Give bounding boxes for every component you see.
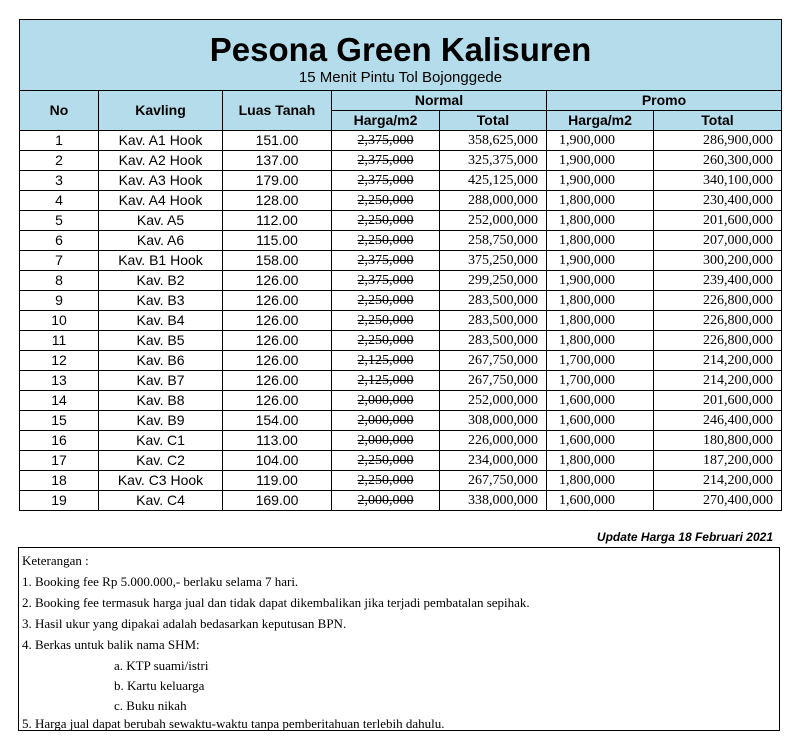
price-sheet bbox=[19, 19, 781, 511]
col-header-kavling: Kavling bbox=[99, 91, 223, 131]
table-row bbox=[20, 311, 782, 331]
cell-promo-harga: 1,800,000 bbox=[547, 211, 654, 231]
cell-normal-harga: 2,000,000 bbox=[332, 391, 440, 411]
cell-normal-total: 258,750,000 bbox=[440, 231, 547, 251]
cell-normal-total: 226,000,000 bbox=[440, 431, 547, 451]
cell-kavling: Kav. A6 bbox=[99, 231, 223, 251]
table-row bbox=[20, 291, 782, 311]
cell-kavling: Kav. B9 bbox=[99, 411, 223, 431]
cell-promo-total: 201,600,000 bbox=[654, 211, 782, 231]
cell-normal-harga: 2,250,000 bbox=[332, 451, 440, 471]
note-subline: b. Kartu keluarga bbox=[114, 678, 205, 693]
table-row bbox=[20, 231, 782, 251]
table-row bbox=[20, 151, 782, 171]
cell-normal-total: 283,500,000 bbox=[440, 331, 547, 351]
col-header-no: No bbox=[20, 91, 99, 131]
cell-kavling: Kav. C1 bbox=[99, 431, 223, 451]
table-row bbox=[20, 131, 782, 151]
cell-kavling: Kav. B1 Hook bbox=[99, 251, 223, 271]
page-subtitle: 15 Menit Pintu Tol Bojonggede bbox=[298, 69, 503, 86]
table-row bbox=[20, 171, 782, 191]
col-header-normal-harga: Harga/m2 bbox=[332, 111, 440, 131]
cell-normal-total: 338,000,000 bbox=[440, 491, 547, 511]
cell-promo-harga: 1,900,000 bbox=[547, 271, 654, 291]
cell-kavling: Kav. B6 bbox=[99, 351, 223, 371]
cell-luas-tanah: 126.00 bbox=[223, 331, 332, 351]
cell-kavling: Kav. B7 bbox=[99, 371, 223, 391]
cell-no: 9 bbox=[20, 291, 99, 311]
cell-promo-harga: 1,800,000 bbox=[547, 231, 654, 251]
cell-luas-tanah: 158.00 bbox=[223, 251, 332, 271]
col-header-promo-harga: Harga/m2 bbox=[547, 111, 654, 131]
cell-promo-total: 201,600,000 bbox=[654, 391, 782, 411]
cell-promo-harga: 1,800,000 bbox=[547, 451, 654, 471]
cell-no: 10 bbox=[20, 311, 99, 331]
cell-promo-total: 226,800,000 bbox=[654, 331, 782, 351]
cell-normal-total: 283,500,000 bbox=[440, 291, 547, 311]
cell-promo-harga: 1,900,000 bbox=[547, 251, 654, 271]
cell-normal-total: 283,500,000 bbox=[440, 311, 547, 331]
cell-normal-harga: 2,250,000 bbox=[332, 231, 440, 251]
cell-luas-tanah: 126.00 bbox=[223, 291, 332, 311]
cell-luas-tanah: 169.00 bbox=[223, 491, 332, 511]
cell-promo-total: 214,200,000 bbox=[654, 371, 782, 391]
cell-normal-harga: 2,375,000 bbox=[332, 271, 440, 291]
update-date-note: Update Harga 18 Februari 2021 bbox=[596, 530, 773, 544]
table-row bbox=[20, 491, 782, 511]
cell-kavling: Kav. A4 Hook bbox=[99, 191, 223, 211]
cell-promo-total: 246,400,000 bbox=[654, 411, 782, 431]
cell-kavling: Kav. B2 bbox=[99, 271, 223, 291]
table-row bbox=[20, 271, 782, 291]
cell-normal-total: 252,000,000 bbox=[440, 391, 547, 411]
cell-normal-harga: 2,250,000 bbox=[332, 211, 440, 231]
cell-luas-tanah: 113.00 bbox=[223, 431, 332, 451]
note-line: 1. Booking fee Rp 5.000.000,- berlaku selama 7 hari. bbox=[22, 574, 299, 589]
cell-promo-total: 300,200,000 bbox=[654, 251, 782, 271]
table-row bbox=[20, 411, 782, 431]
cell-normal-total: 308,000,000 bbox=[440, 411, 547, 431]
cell-promo-harga: 1,600,000 bbox=[547, 411, 654, 431]
cell-no: 17 bbox=[20, 451, 99, 471]
cell-normal-harga: 2,250,000 bbox=[332, 291, 440, 311]
cell-promo-total: 226,800,000 bbox=[654, 291, 782, 311]
cell-no: 5 bbox=[20, 211, 99, 231]
col-header-promo: Promo bbox=[547, 91, 782, 111]
cell-luas-tanah: 154.00 bbox=[223, 411, 332, 431]
cell-luas-tanah: 128.00 bbox=[223, 191, 332, 211]
cell-no: 7 bbox=[20, 251, 99, 271]
cell-normal-harga: 2,375,000 bbox=[332, 171, 440, 191]
cell-kavling: Kav. A5 bbox=[99, 211, 223, 231]
cell-luas-tanah: 151.00 bbox=[223, 131, 332, 151]
cell-no: 19 bbox=[20, 491, 99, 511]
cell-promo-harga: 1,900,000 bbox=[547, 131, 654, 151]
cell-kavling: Kav. C3 Hook bbox=[99, 471, 223, 491]
cell-promo-harga: 1,600,000 bbox=[547, 431, 654, 451]
cell-promo-harga: 1,800,000 bbox=[547, 311, 654, 331]
cell-no: 14 bbox=[20, 391, 99, 411]
cell-kavling: Kav. B4 bbox=[99, 311, 223, 331]
cell-no: 2 bbox=[20, 151, 99, 171]
table-row bbox=[20, 471, 782, 491]
notes-heading: Keterangan : bbox=[22, 553, 89, 568]
table-row bbox=[20, 211, 782, 231]
cell-normal-harga: 2,000,000 bbox=[332, 411, 440, 431]
table-row bbox=[20, 371, 782, 391]
cell-normal-total: 299,250,000 bbox=[440, 271, 547, 291]
note-line: 3. Hasil ukur yang dipakai adalah bedasarkan keputusan BPN. bbox=[22, 616, 347, 631]
note-subline: c. Buku nikah bbox=[114, 698, 187, 713]
cell-promo-harga: 1,800,000 bbox=[547, 291, 654, 311]
cell-promo-total: 214,200,000 bbox=[654, 471, 782, 491]
cell-normal-harga: 2,000,000 bbox=[332, 491, 440, 511]
cell-no: 1 bbox=[20, 131, 99, 151]
col-header-normal: Normal bbox=[332, 91, 547, 111]
cell-kavling: Kav. C4 bbox=[99, 491, 223, 511]
cell-kavling: Kav. A3 Hook bbox=[99, 171, 223, 191]
cell-kavling: Kav. B3 bbox=[99, 291, 223, 311]
cell-normal-total: 325,375,000 bbox=[440, 151, 547, 171]
cell-luas-tanah: 115.00 bbox=[223, 231, 332, 251]
cell-normal-total: 267,750,000 bbox=[440, 351, 547, 371]
title-banner bbox=[20, 20, 782, 91]
cell-no: 11 bbox=[20, 331, 99, 351]
cell-luas-tanah: 126.00 bbox=[223, 271, 332, 291]
cell-luas-tanah: 126.00 bbox=[223, 351, 332, 371]
cell-normal-harga: 2,375,000 bbox=[332, 251, 440, 271]
cell-normal-total: 267,750,000 bbox=[440, 371, 547, 391]
cell-promo-harga: 1,700,000 bbox=[547, 351, 654, 371]
table-row bbox=[20, 331, 782, 351]
col-header-luas-tanah: Luas Tanah bbox=[223, 91, 332, 131]
cell-no: 15 bbox=[20, 411, 99, 431]
cell-promo-total: 286,900,000 bbox=[654, 131, 782, 151]
cell-kavling: Kav. B5 bbox=[99, 331, 223, 351]
table-row bbox=[20, 351, 782, 371]
cell-promo-harga: 1,600,000 bbox=[547, 491, 654, 511]
cell-normal-harga: 2,250,000 bbox=[332, 311, 440, 331]
table-row bbox=[20, 251, 782, 271]
price-table bbox=[19, 19, 782, 511]
cell-kavling: Kav. A2 Hook bbox=[99, 151, 223, 171]
cell-luas-tanah: 119.00 bbox=[223, 471, 332, 491]
cell-promo-total: 260,300,000 bbox=[654, 151, 782, 171]
table-row bbox=[20, 451, 782, 471]
cell-luas-tanah: 126.00 bbox=[223, 371, 332, 391]
note-subline: a. KTP suami/istri bbox=[114, 658, 209, 673]
cell-no: 6 bbox=[20, 231, 99, 251]
cell-normal-harga: 2,250,000 bbox=[332, 471, 440, 491]
cell-promo-total: 214,200,000 bbox=[654, 351, 782, 371]
note-line: 5. Harga jual dapat berubah sewaktu-waktu tanpa pemberitahuan terlebih dahulu. bbox=[22, 716, 445, 731]
cell-promo-harga: 1,800,000 bbox=[547, 191, 654, 211]
cell-normal-harga: 2,125,000 bbox=[332, 351, 440, 371]
col-header-normal-total: Total bbox=[440, 111, 547, 131]
cell-promo-harga: 1,600,000 bbox=[547, 391, 654, 411]
cell-promo-total: 239,400,000 bbox=[654, 271, 782, 291]
cell-no: 18 bbox=[20, 471, 99, 491]
cell-normal-harga: 2,375,000 bbox=[332, 151, 440, 171]
table-row bbox=[20, 391, 782, 411]
table-row bbox=[20, 191, 782, 211]
cell-luas-tanah: 126.00 bbox=[223, 391, 332, 411]
cell-no: 4 bbox=[20, 191, 99, 211]
cell-promo-total: 187,200,000 bbox=[654, 451, 782, 471]
cell-promo-harga: 1,800,000 bbox=[547, 331, 654, 351]
note-line: 4. Berkas untuk balik nama SHM: bbox=[22, 637, 200, 652]
cell-kavling: Kav. A1 Hook bbox=[99, 131, 223, 151]
cell-normal-total: 267,750,000 bbox=[440, 471, 547, 491]
cell-promo-total: 180,800,000 bbox=[654, 431, 782, 451]
cell-promo-total: 270,400,000 bbox=[654, 491, 782, 511]
cell-normal-harga: 2,125,000 bbox=[332, 371, 440, 391]
cell-normal-harga: 2,375,000 bbox=[332, 131, 440, 151]
cell-promo-total: 207,000,000 bbox=[654, 231, 782, 251]
cell-normal-total: 375,250,000 bbox=[440, 251, 547, 271]
cell-promo-harga: 1,800,000 bbox=[547, 471, 654, 491]
cell-normal-harga: 2,000,000 bbox=[332, 431, 440, 451]
note-line: 2. Booking fee termasuk harga jual dan tidak dapat dikembalikan jika terjadi pembatalan sepihak. bbox=[22, 595, 530, 610]
cell-normal-total: 425,125,000 bbox=[440, 171, 547, 191]
cell-no: 8 bbox=[20, 271, 99, 291]
cell-promo-total: 230,400,000 bbox=[654, 191, 782, 211]
col-header-promo-total: Total bbox=[654, 111, 782, 131]
table-row bbox=[20, 431, 782, 451]
cell-normal-total: 252,000,000 bbox=[440, 211, 547, 231]
cell-normal-harga: 2,250,000 bbox=[332, 191, 440, 211]
cell-kavling: Kav. C2 bbox=[99, 451, 223, 471]
cell-no: 13 bbox=[20, 371, 99, 391]
cell-normal-total: 234,000,000 bbox=[440, 451, 547, 471]
cell-luas-tanah: 112.00 bbox=[223, 211, 332, 231]
page-title: Pesona Green Kalisuren bbox=[209, 31, 592, 68]
cell-promo-total: 226,800,000 bbox=[654, 311, 782, 331]
cell-normal-harga: 2,250,000 bbox=[332, 331, 440, 351]
cell-promo-harga: 1,700,000 bbox=[547, 371, 654, 391]
cell-luas-tanah: 126.00 bbox=[223, 311, 332, 331]
cell-normal-total: 288,000,000 bbox=[440, 191, 547, 211]
cell-no: 12 bbox=[20, 351, 99, 371]
cell-luas-tanah: 179.00 bbox=[223, 171, 332, 191]
cell-normal-total: 358,625,000 bbox=[440, 131, 547, 151]
cell-promo-harga: 1,900,000 bbox=[547, 151, 654, 171]
cell-no: 3 bbox=[20, 171, 99, 191]
cell-promo-total: 340,100,000 bbox=[654, 171, 782, 191]
cell-promo-harga: 1,900,000 bbox=[547, 171, 654, 191]
cell-no: 16 bbox=[20, 431, 99, 451]
notes-box bbox=[18, 547, 780, 731]
cell-luas-tanah: 137.00 bbox=[223, 151, 332, 171]
cell-luas-tanah: 104.00 bbox=[223, 451, 332, 471]
cell-kavling: Kav. B8 bbox=[99, 391, 223, 411]
